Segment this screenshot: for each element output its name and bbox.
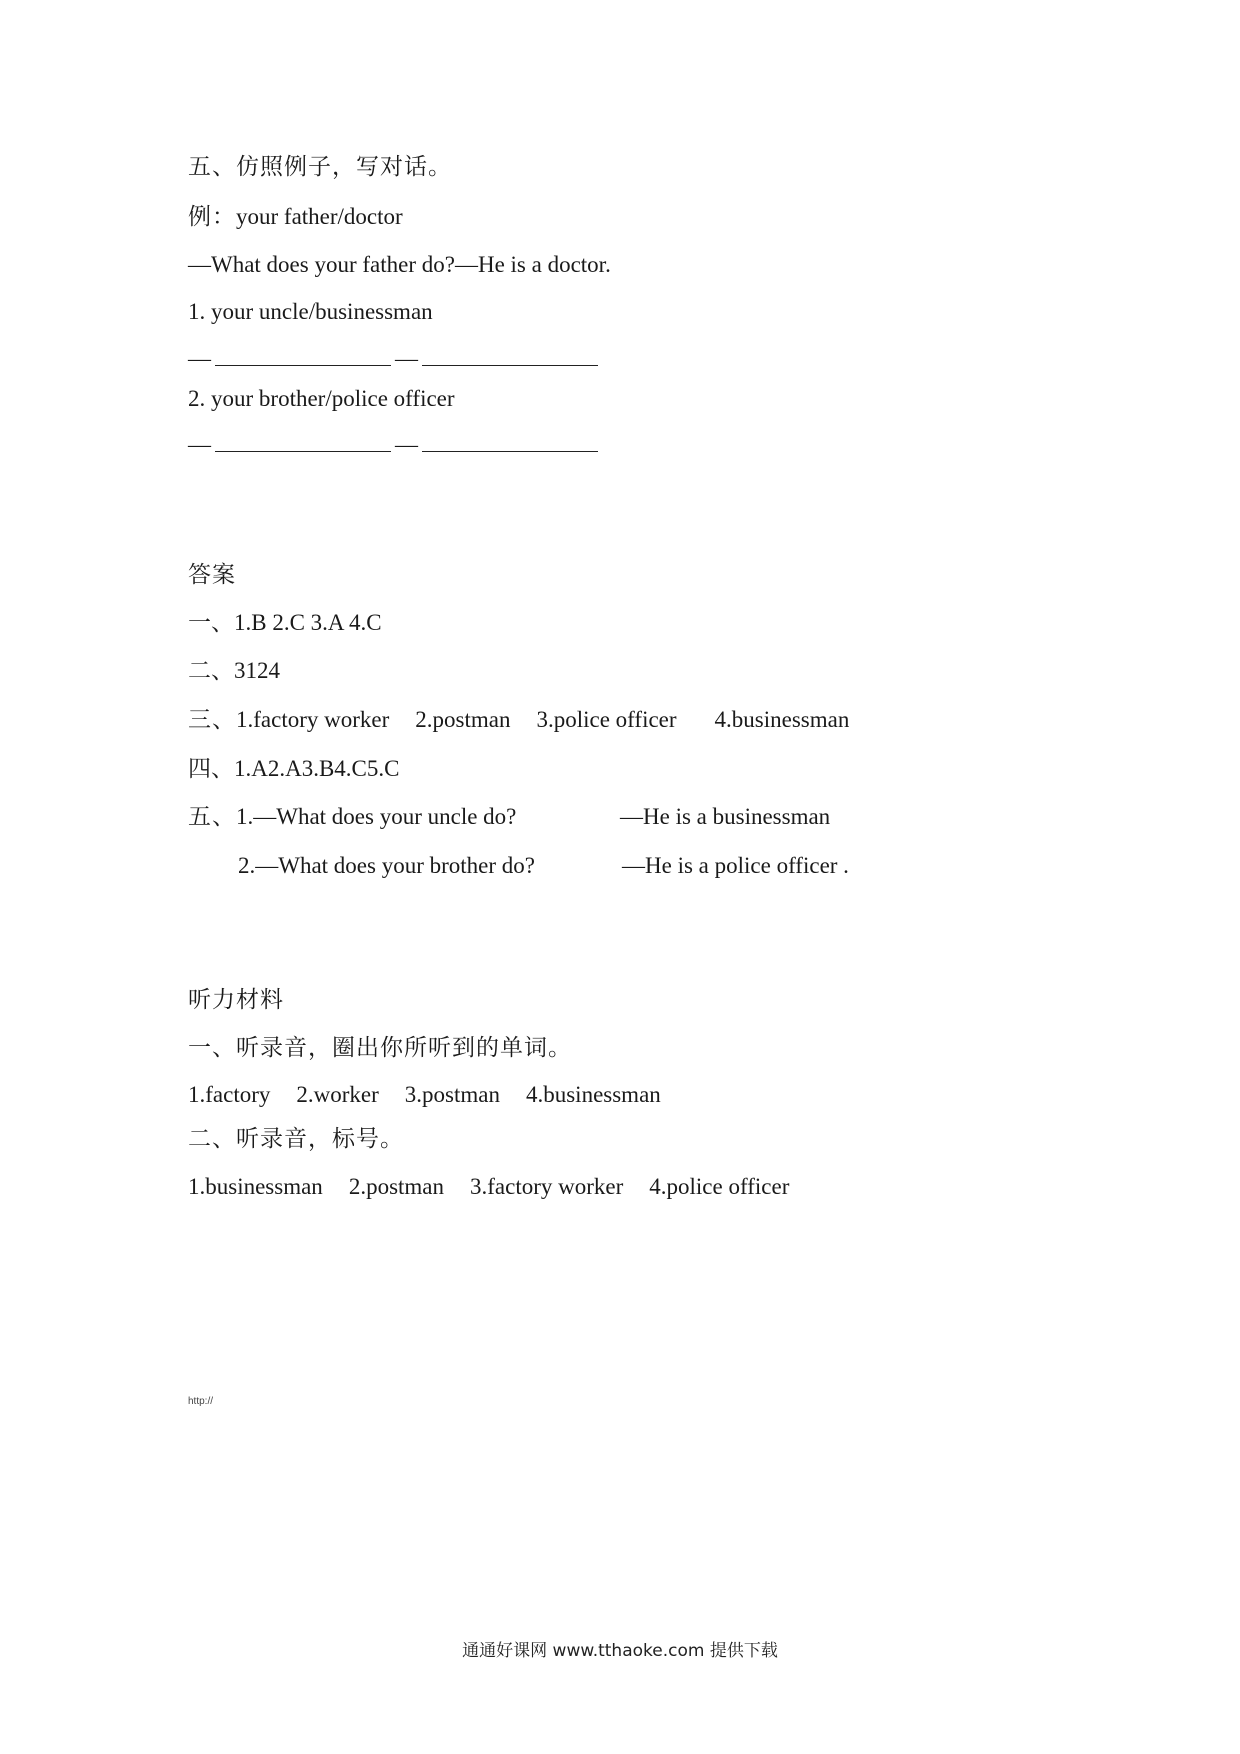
- answer-part1: 一、1.B 2.C 3.A 4.C: [188, 610, 382, 635]
- url-stub: http://: [188, 1396, 214, 1407]
- question1-answer-blanks: [188, 344, 602, 374]
- question2-prompt: 2. your brother/police officer: [188, 386, 455, 411]
- listening-item: 3.factory worker: [470, 1174, 624, 1199]
- answer-item: 3.police officer: [536, 707, 677, 732]
- listening-item: 3.postman: [404, 1082, 500, 1107]
- answer-blank[interactable]: [215, 433, 391, 452]
- listening-part2-heading: 二、听录音，标号。: [188, 1126, 404, 1152]
- answer-part5-line1: [188, 802, 830, 832]
- answer-part3: [188, 705, 849, 735]
- answer-item: 4.businessman: [714, 707, 850, 732]
- listening-item: 2.postman: [348, 1174, 445, 1199]
- answer-blank[interactable]: [422, 433, 598, 452]
- dash: —: [188, 346, 211, 371]
- question1-prompt: 1. your uncle/businessman: [188, 299, 433, 324]
- example-label: 例：: [188, 204, 236, 230]
- answer-question: 1.—What does your uncle do?: [236, 804, 517, 829]
- listening-item: 4.businessman: [525, 1082, 661, 1107]
- listening-item: 2.worker: [296, 1082, 379, 1107]
- example-prompt: your father/doctor: [236, 204, 403, 229]
- question2-answer-blanks: [188, 430, 602, 460]
- answer-part5-label: 五、: [188, 804, 236, 830]
- answer-part5-line2: [238, 851, 849, 881]
- answer-part4: 四、1.A2.A3.B4.C5.C: [188, 756, 400, 781]
- example-line: [188, 202, 403, 232]
- listening-item: 4.police officer: [649, 1174, 790, 1199]
- answer-blank[interactable]: [215, 347, 391, 366]
- dash: —: [395, 346, 418, 371]
- listening-item: 1.businessman: [188, 1174, 323, 1199]
- dash: —: [395, 432, 418, 457]
- listening-part2-items: [188, 1172, 789, 1202]
- example-dialog: —What does your father do?—He is a doctor.: [188, 252, 611, 277]
- answer-blank[interactable]: [422, 347, 598, 366]
- listening-part1-items: [188, 1080, 661, 1110]
- answer-question: 2.—What does your brother do?: [238, 853, 536, 878]
- listening-part1-heading: 一、听录音，圈出你所听到的单词。: [188, 1035, 572, 1061]
- listening-heading: 听力材料: [188, 987, 284, 1013]
- dash: —: [188, 432, 211, 457]
- answer-part2: 二、3124: [188, 658, 280, 683]
- answer-response: —He is a police officer .: [622, 853, 849, 878]
- footer-credit: 通通好课网 www.tthaoke.com 提供下载: [462, 1641, 778, 1661]
- answer-item: 1.factory worker: [236, 707, 390, 732]
- answer-response: —He is a businessman: [620, 804, 831, 829]
- section5-heading: 五、仿照例子，写对话。: [188, 154, 452, 180]
- answer-item: 2.postman: [415, 707, 511, 732]
- answer-part3-label: 三、: [188, 707, 236, 733]
- listening-item: 1.factory: [188, 1082, 271, 1107]
- answers-heading: 答案: [188, 562, 236, 588]
